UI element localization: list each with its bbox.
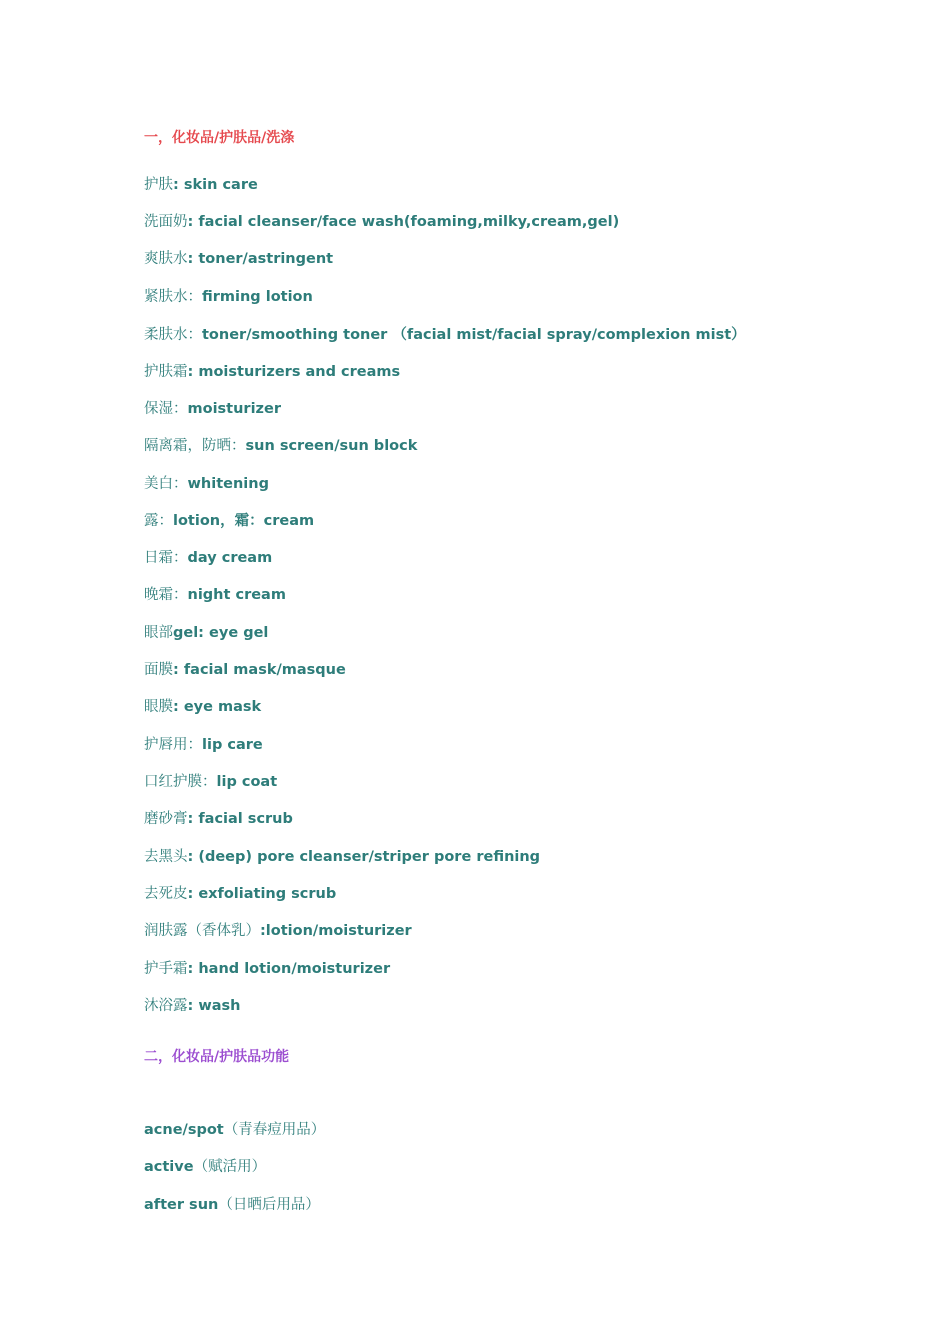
section-heading-cosmetics: 一，化妆品/护肤品/洗涤	[144, 130, 295, 146]
list-item: 护肤: skin care	[144, 177, 258, 193]
list-item: 磨砂膏: facial scrub	[144, 811, 293, 827]
list-item: 柔肤水：toner/smoothing toner （facial mist/facial spray/complexion mist）	[144, 327, 746, 343]
list-item: 护肤霜: moisturizers and creams	[144, 364, 401, 380]
list-item: 护唇用：lip care	[144, 737, 263, 753]
list-item: 去黑头: (deep) pore cleanser/striper pore refining	[144, 849, 541, 865]
list-item: 沐浴露: wash	[144, 998, 241, 1014]
list-item: active（赋活用）	[144, 1159, 267, 1175]
list-item: 紧肤水：firming lotion	[144, 289, 313, 305]
list-item: 眼膜: eye mask	[144, 699, 262, 715]
list-item: 面膜: facial mask/masque	[144, 662, 346, 678]
list-item: 爽肤水: toner/astringent	[144, 251, 334, 267]
list-item: acne/spot（青春痘用品）	[144, 1122, 326, 1138]
list-item: 美白：whitening	[144, 476, 269, 492]
list-item: 润肤露（香体乳）:lotion/moisturizer	[144, 923, 412, 939]
list-item: 隔离霜，防晒：sun screen/sun block	[144, 438, 418, 454]
list-item: 保湿：moisturizer	[144, 401, 281, 417]
list-item: 日霜：day cream	[144, 550, 273, 566]
section-heading-functions: 二，化妆品/护肤品功能	[144, 1049, 290, 1065]
list-item: 眼部gel: eye gel	[144, 625, 269, 641]
list-item: after sun（日晒后用品）	[144, 1197, 320, 1213]
list-item: 护手霜: hand lotion/moisturizer	[144, 961, 391, 977]
list-item: 去死皮: exfoliating scrub	[144, 886, 337, 902]
list-item: 洗面奶: facial cleanser/face wash(foaming,milky,cream,gel)	[144, 214, 620, 230]
list-item: 晚霜：night cream	[144, 587, 286, 603]
list-item: 口红护膜：lip coat	[144, 774, 278, 790]
list-item: 露：lotion，霜：cream	[144, 513, 315, 529]
